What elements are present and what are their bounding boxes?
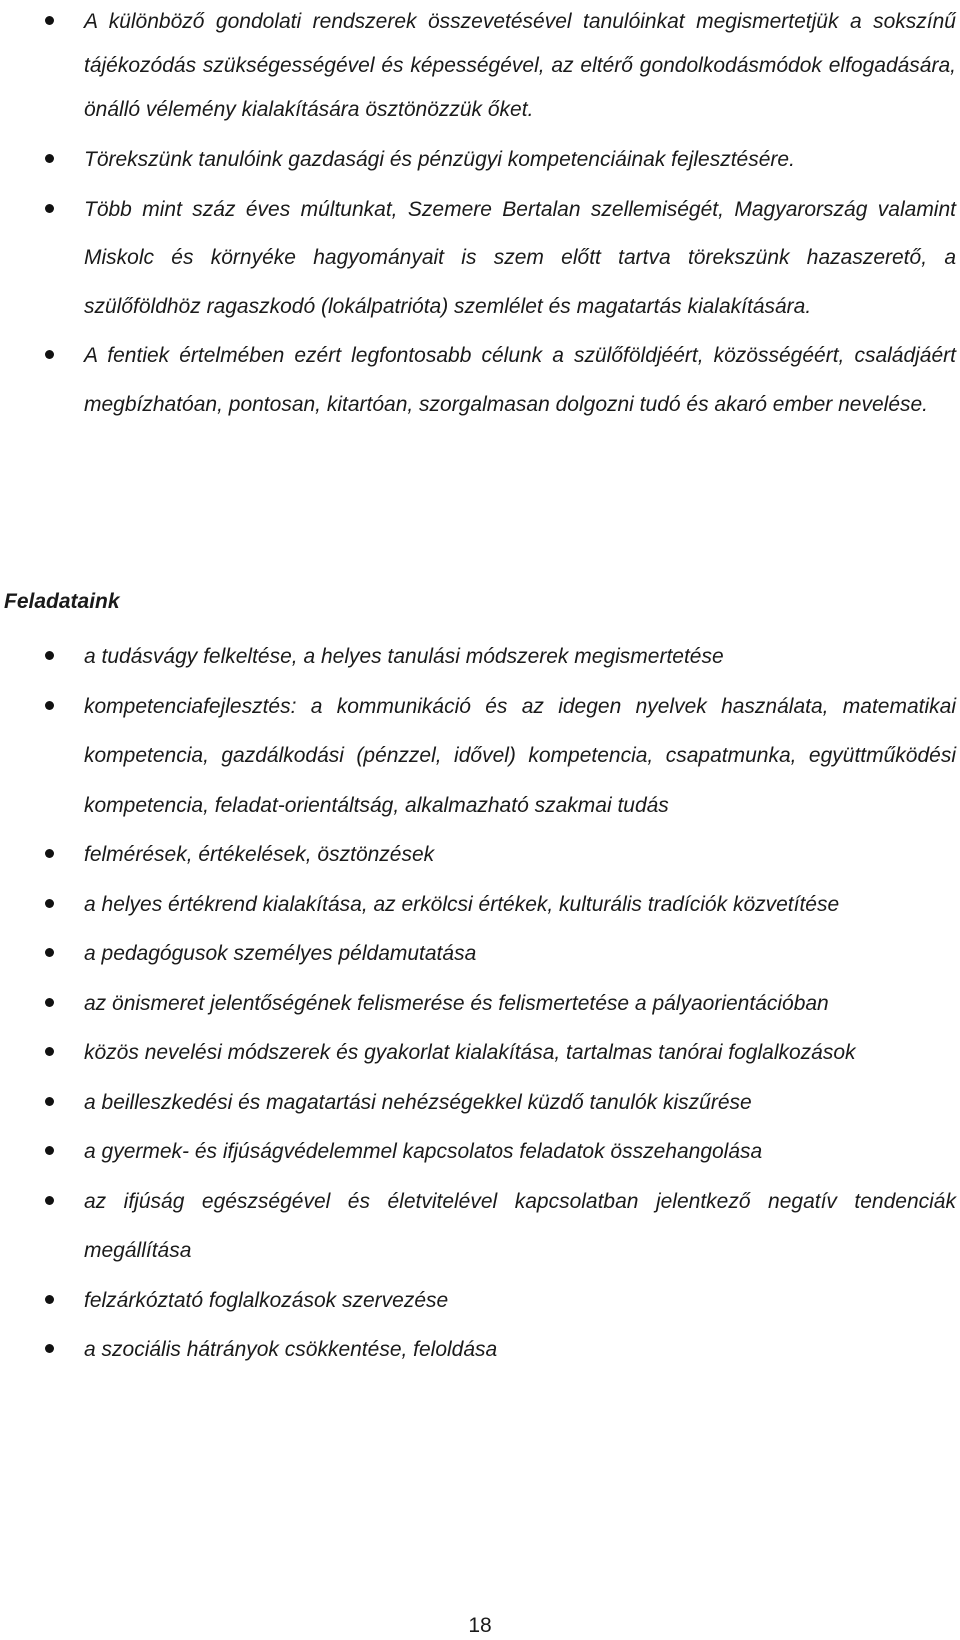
list-item: Törekszünk tanulóink gazdasági és pénzügyi kompetenciáinak fejlesztésére.	[0, 136, 956, 185]
list-item: a szociális hátrányok csökkentése, feloldása	[0, 1325, 956, 1375]
list-item: a beilleszkedési és magatartási nehézségekkel küzdő tanulók kiszűrése	[0, 1078, 956, 1128]
list-item: kompetenciafejlesztés: a kommunikáció és az idegen nyelvek használata, matematikai kompetencia, gazdálkodási (pénzzel, idővel) kompetencia, csapatmunka, együttműködési kompetencia, feladat-orientáltság, alkalmazható szakmai tudás	[0, 682, 956, 831]
tasks-bullet-list	[0, 632, 956, 1375]
list-item: felzárkóztató foglalkozások szervezése	[0, 1276, 956, 1326]
list-item: közös nevelési módszerek és gyakorlat kialakítása, tartalmas tanórai foglalkozások	[0, 1028, 956, 1078]
list-item: a tudásvágy felkeltése, a helyes tanulási módszerek megismertetése	[0, 632, 956, 682]
list-item: az ifjúság egészségével és életvitelével kapcsolatban jelentkező negatív tendenciák megállítása	[0, 1177, 956, 1276]
list-item: Több mint száz éves múltunkat, Szemere Bertalan szellemiségét, Magyarország valamint Miskolc és környéke hagyományait is szem előtt tartva törekszünk hazaszerető, a szülőföldhöz ragaszkodó (lokálpatrióta) szemlélet és magatartás kialakítására.	[0, 186, 956, 332]
section-heading: Feladataink	[4, 590, 120, 613]
page-number: 18	[468, 1614, 492, 1637]
list-item: A fentiek értelmében ezért legfontosabb célunk a szülőföldjéért, közösségéért, családjáért megbízhatóan, pontosan, kitartóan, szorgalmasan dolgozni tudó és akaró ember nevelése.	[0, 332, 956, 429]
list-item: felmérések, értékelések, ösztönzések	[0, 830, 956, 880]
list-item: az önismeret jelentőségének felismerése és felismertetése a pályaorientációban	[0, 979, 956, 1029]
list-item: a helyes értékrend kialakítása, az erkölcsi értékek, kulturális tradíciók közvetítése	[0, 880, 956, 930]
list-item: a pedagógusok személyes példamutatása	[0, 929, 956, 979]
intro-bullet-list	[0, 0, 956, 430]
list-item: a gyermek- és ifjúságvédelemmel kapcsolatos feladatok összehangolása	[0, 1127, 956, 1177]
list-item: A különböző gondolati rendszerek összevetésével tanulóinkat megismertetjük a sokszínű tájékozódás szükségességével és képességével, az eltérő gondolkodásmódok elfogadására, önálló vélemény kialakítására ösztönözzük őket.	[0, 0, 956, 132]
